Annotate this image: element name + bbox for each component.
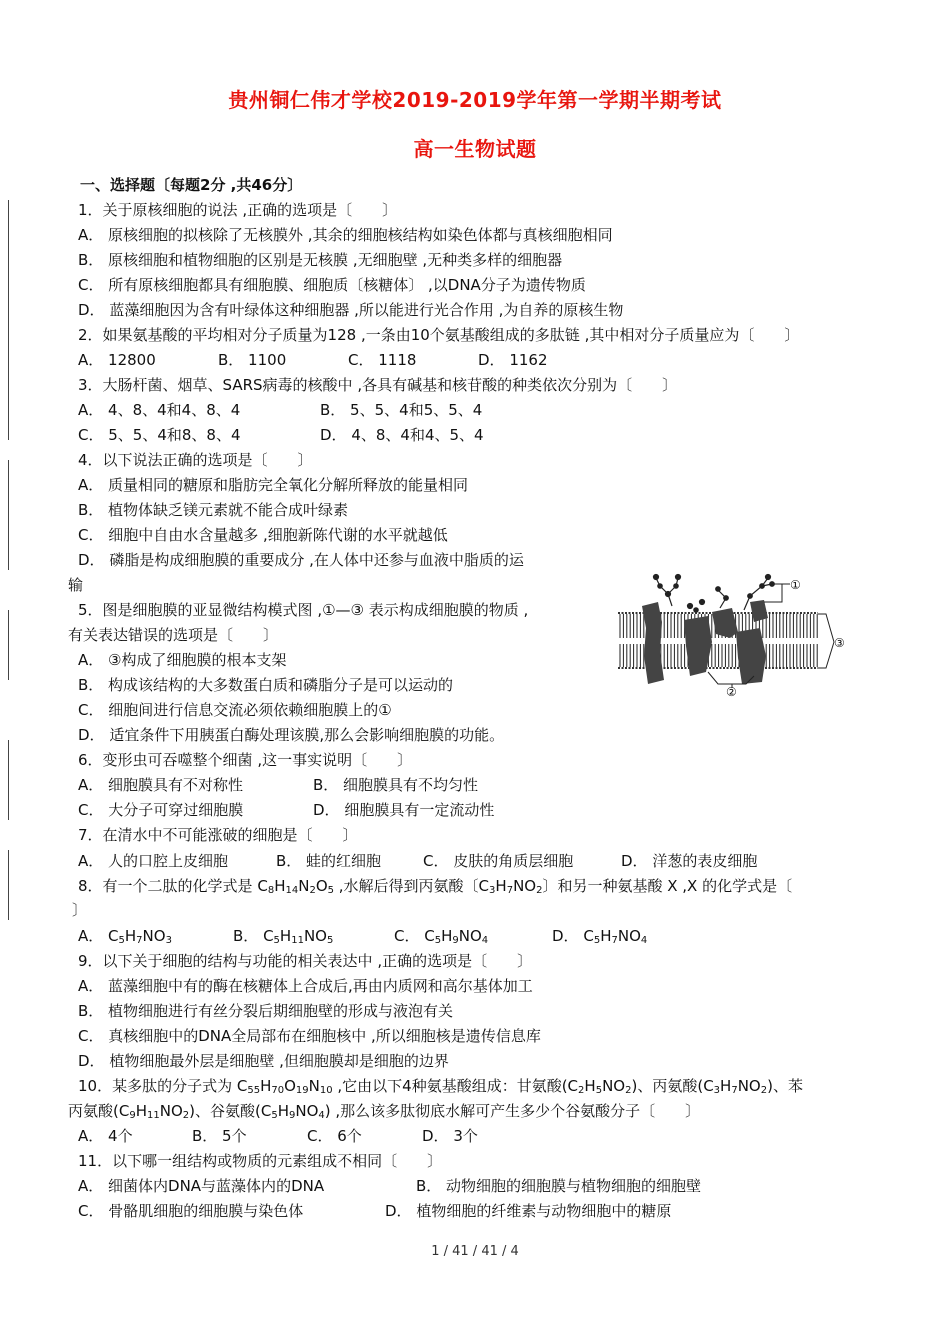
question-6-option-d: D． 细胞膜具有一定流动性: [313, 801, 495, 819]
question-4-option-a: A． 质量相同的糖原和脂肪完全氧化分解所释放的能量相同: [78, 476, 469, 494]
question-1-option-b: B． 原核细胞和植物细胞的区别是无核膜 ,无细胞壁 ,无种类多样的细胞器: [78, 251, 563, 269]
question-5-option-d: D． 适宜条件下用胰蛋白酶处理该膜,那么会影响细胞膜的功能。: [78, 726, 505, 744]
question-5-stem: 5．图是细胞膜的亚显微结构模式图 ,①—③ 表示构成细胞膜的物质 ,: [78, 601, 529, 619]
question-9-option-d: D． 植物细胞最外层是细胞壁 ,但细胞膜却是细胞的边界: [78, 1052, 449, 1070]
question-9-option-a: A． 蓝藻细胞中有的酶在核糖体上合成后,再由内质网和高尔基体加工: [78, 977, 533, 995]
q8-stem-mid: ,水解后得到丙氨酸〔: [334, 877, 479, 895]
question-3-option-d: D． 4、8、4和4、5、4: [320, 426, 484, 444]
question-3-stem: 3．大肠杆菌、烟草、SARS病毒的核酸中 ,各具有碱基和核苷酸的种类依次分别为〔 〕: [78, 376, 678, 394]
question-7-option-a: A． 人的口腔上皮细胞: [78, 852, 229, 870]
question-1-option-c: C． 所有原核细胞都具有细胞膜、细胞质〔核糖体〕 ,以DNA分子为遗传物质: [78, 276, 586, 294]
question-4-option-b: B． 植物体缺乏镁元素就不能合成叶绿素: [78, 501, 349, 519]
diagram-label-1: ①: [790, 578, 801, 592]
q10-stem-b: 、丙氨酸: [637, 1077, 698, 1095]
question-1-option-d: D． 蓝藻细胞因为含有叶绿体这种细胞器 ,所以能进行光合作用 ,为自养的原核生物: [78, 301, 624, 319]
question-4-option-d-cont: 输: [68, 576, 84, 594]
question-2-stem: 2．如果氨基酸的平均相对分子质量为128 ,一条由10个氨基酸组成的多肽链 ,其中相对分子质量应为〔 〕: [78, 326, 800, 344]
question-4-stem: 4．以下说法正确的选项是〔 〕: [78, 451, 313, 469]
question-8-option-d: D． $C_5H_7NO_4$: [552, 927, 648, 946]
question-10-option-d: D． 3个: [422, 1127, 478, 1145]
question-7-option-c: C． 皮肤的角质层细胞: [423, 852, 574, 870]
question-7-option-d: D． 洋葱的表皮细胞: [621, 852, 758, 870]
question-10-stem: 10．某多肽的分子式为 $C_{55}H_{70}O_{19}N_{10}$ ,它由以下4种氨基酸组成：甘氨酸$(C_2H_5NO_2)$、丙氨酸$(C_3H_7NO_2)$、苯: [78, 1077, 803, 1096]
question-7-stem: 7．在清水中不可能涨破的细胞是〔 〕: [78, 826, 358, 844]
binding-line: [8, 200, 9, 440]
question-2-option-d: D． 1162: [478, 351, 548, 369]
exam-subtitle: 高一生物试题: [413, 137, 537, 161]
page-number: 1 / 41 / 41 / 4: [431, 1244, 519, 1259]
question-3-option-a: A． 4、8、4和4、8、4: [78, 401, 241, 419]
question-6-stem: 6．变形虫可吞噬整个细菌 ,这一事实说明〔 〕: [78, 751, 413, 769]
question-8-option-b: B． $C_5H_{11}NO_5$: [233, 927, 334, 946]
question-4-option-d: D． 磷脂是构成细胞膜的重要成分 ,在人体中还参与血液中脂质的运: [78, 551, 524, 569]
exam-title: 贵州铜仁伟才学校2019-2019学年第一学期半期考试: [228, 88, 722, 112]
q10-stem-c: 、苯: [772, 1077, 803, 1095]
question-8-option-a: A． $C_5H_7NO_3$: [78, 927, 172, 946]
binding-line: [8, 460, 9, 570]
q10-stem-post: ,它由以下4种氨基酸组成：甘氨酸: [332, 1077, 562, 1095]
q8-c-label: C．: [394, 927, 425, 945]
binding-line: [8, 740, 9, 820]
question-2-option-c: C． 1118: [348, 351, 417, 369]
diagram-label-2: ②: [726, 685, 737, 698]
binding-line: [8, 850, 9, 920]
binding-line: [8, 610, 9, 680]
q8-a-label: A．: [78, 927, 109, 945]
question-5-option-c: C． 细胞间进行信息交流必须依赖细胞膜上的①: [78, 701, 392, 719]
cell-membrane-diagram: [612, 572, 848, 698]
diagram-label-3: ③: [834, 636, 845, 650]
question-5-option-b: B． 构成该结构的大多数蛋白质和磷脂分子是可以运动的: [78, 676, 454, 694]
q10-stem2-mid: 、谷氨酸: [195, 1102, 256, 1120]
q10-stem2-post: ,那么该多肽彻底水解可产生多少个谷氨酸分子〔 〕: [330, 1102, 701, 1120]
question-9-option-c: C． 真核细胞中的DNA全局部布在细胞核中 ,所以细胞核是遗传信息库: [78, 1027, 541, 1045]
q8-stem-pre: 8．有一个二肽的化学式是: [78, 877, 258, 895]
q10-stem2-pre: 丙氨酸: [68, 1102, 114, 1120]
question-2-option-a: A． 12800: [78, 351, 156, 369]
question-3-option-c: C． 5、5、4和8、8、4: [78, 426, 241, 444]
question-7-option-b: B． 蛙的红细胞: [276, 852, 382, 870]
question-9-stem: 9．以下关于细胞的结构与功能的相关表达中 ,正确的选项是〔 〕: [78, 952, 533, 970]
q8-b-label: B．: [233, 927, 264, 945]
question-11-option-b: B． 动物细胞的细胞膜与植物细胞的细胞壁: [416, 1177, 702, 1195]
q8-d-label: D．: [552, 927, 584, 945]
question-10-option-c: C． 6个: [307, 1127, 362, 1145]
question-4-option-c: C． 细胞中自由水含量越多 ,细胞新陈代谢的水平就越低: [78, 526, 448, 544]
question-8-stem: 8．有一个二肽的化学式是 $C_8H_{14}N_2O_5$ ,水解后得到丙氨酸〔$C_3H_7NO_2$〕和另一种氨基酸 X ,X 的化学式是〔: [78, 877, 793, 896]
question-6-option-c: C． 大分子可穿过细胞膜: [78, 801, 244, 819]
question-11-stem: 11．以下哪一组结构或物质的元素组成不相同〔 〕: [78, 1152, 443, 1170]
question-6-option-b: B． 细胞膜具有不均匀性: [313, 776, 479, 794]
section-heading: 一、选择题〔每题2分 ,共46分〕: [80, 176, 303, 194]
question-3-option-b: B． 5、5、4和5、5、4: [320, 401, 483, 419]
question-9-option-b: B． 植物细胞进行有丝分裂后期细胞壁的形成与液泡有关: [78, 1002, 454, 1020]
question-11-option-d: D． 植物细胞的纤维素与动物细胞中的糖原: [385, 1202, 672, 1220]
question-10-option-a: A． 4个: [78, 1127, 133, 1145]
question-10-option-b: B． 5个: [192, 1127, 247, 1145]
question-2-option-b: B． 1100: [218, 351, 287, 369]
question-11-option-a: A． 细菌体内DNA与蓝藻体内的DNA: [78, 1177, 325, 1195]
question-5-option-a: A． ③构成了细胞膜的根本支架: [78, 651, 287, 669]
q8-stem-post: 〕和另一种氨基酸 X ,X 的化学式是〔: [542, 877, 793, 895]
question-8-stem-cont: 〕: [72, 901, 88, 919]
question-11-option-c: C． 骨骼肌细胞的细胞膜与染色体: [78, 1202, 304, 1220]
question-1-stem: 1．关于原核细胞的说法 ,正确的选项是〔 〕: [78, 201, 398, 219]
question-8-option-c: C． $C_5H_9NO_4$: [394, 927, 489, 946]
question-6-option-a: A． 细胞膜具有不对称性: [78, 776, 244, 794]
question-10-stem-cont: 丙氨酸$(C_9H_{11}NO_2)$、谷氨酸$(C_5H_9NO_4)$ ,那么该多肽彻底水解可产生多少个谷氨酸分子〔 〕: [68, 1102, 701, 1121]
question-5-stem-cont: 有关表达错误的选项是〔 〕: [68, 626, 279, 644]
q10-stem-pre: 10．某多肽的分子式为: [78, 1077, 237, 1095]
question-1-option-a: A． 原核细胞的拟核除了无核膜外 ,其余的细胞核结构如染色体都与真核细胞相同: [78, 226, 613, 244]
